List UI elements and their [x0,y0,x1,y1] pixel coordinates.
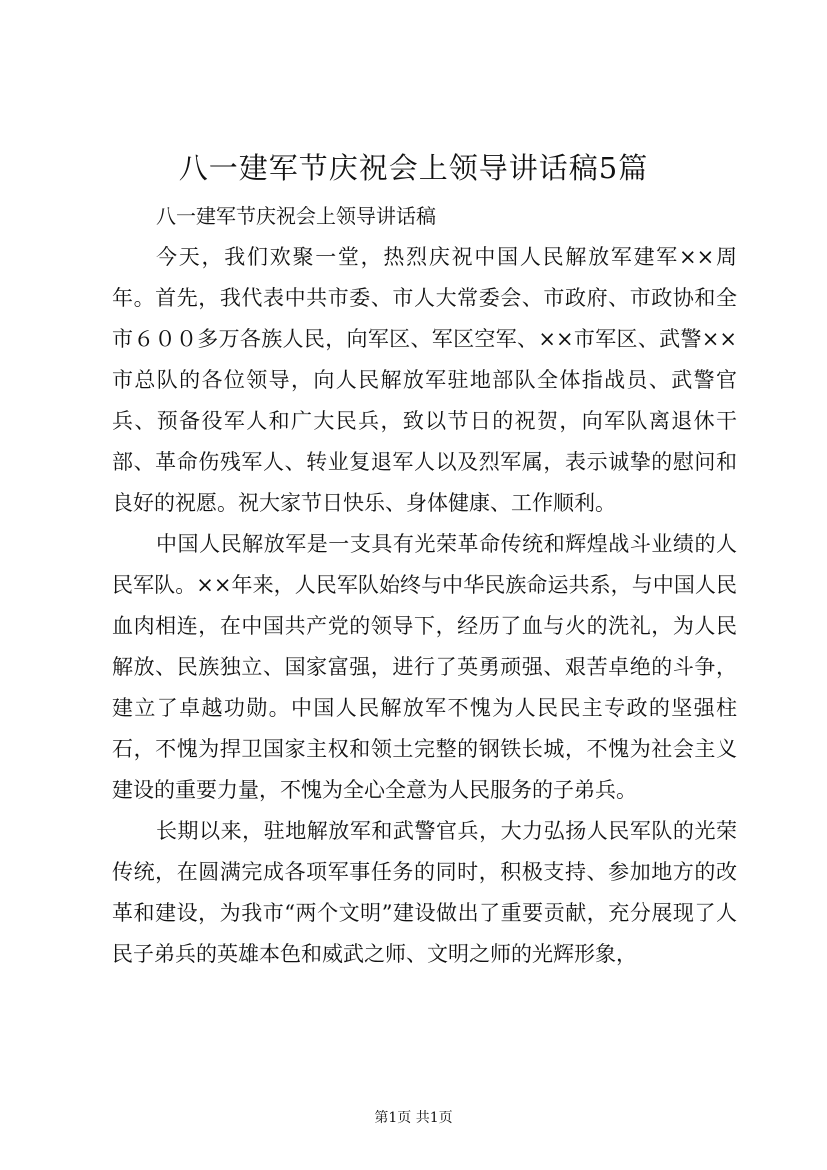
page-number-footer: 第1页 共1页 [374,1110,453,1126]
body-paragraph-1: 今天，我们欢聚一堂，热烈庆祝中国人民解放军建军××周年。首先，我代表中共市委、市人大常委会、市政府、市政协和全市６００多万各族人民，向军区、军区空军、××市军区、武警××市总队的各位领导，向人民解放军驻地部队全体指战员、武警官兵、预备役军人和广大民兵，致以节日的祝贺，向军队离退休干部、革命伤残军人、转业复退军人以及烈军属，表示诚挚的慰问和良好的祝愿。祝大家节日快乐、身体健康、工作顺利。 [112,245,737,515]
document-body [112,196,737,975]
document-title: 八一建军节庆祝会上领导讲话稿5篇 [178,151,649,185]
document-subtitle: 八一建军节庆祝会上领导讲话稿 [156,204,436,228]
body-paragraph-3: 长期以来，驻地解放军和武警官兵，大力弘扬人民军队的光荣传统，在圆满完成各项军事任务的同时，积极支持、参加地方的改革和建设，为我市“两个文明”建设做出了重要贡献，充分展现了人民子弟兵的英雄本色和威武之师、文明之师的光辉形象， [112,819,737,966]
body-paragraph-2: 中国人民解放军是一支具有光荣革命传统和辉煌战斗业绩的人民军队。××年来，人民军队始终与中华民族命运共系，与中国人民血肉相连，在中国共产党的领导下，经历了血与火的洗礼，为人民解放、民族独立、国家富强，进行了英勇顽强、艰苦卓绝的斗争，建立了卓越功勋。中国人民解放军不愧为人民民主专政的坚强柱石，不愧为捍卫国家主权和领土完整的钢铁长城，不愧为社会主义建设的重要力量，不愧为全心全意为人民服务的子弟兵。 [112,532,737,802]
